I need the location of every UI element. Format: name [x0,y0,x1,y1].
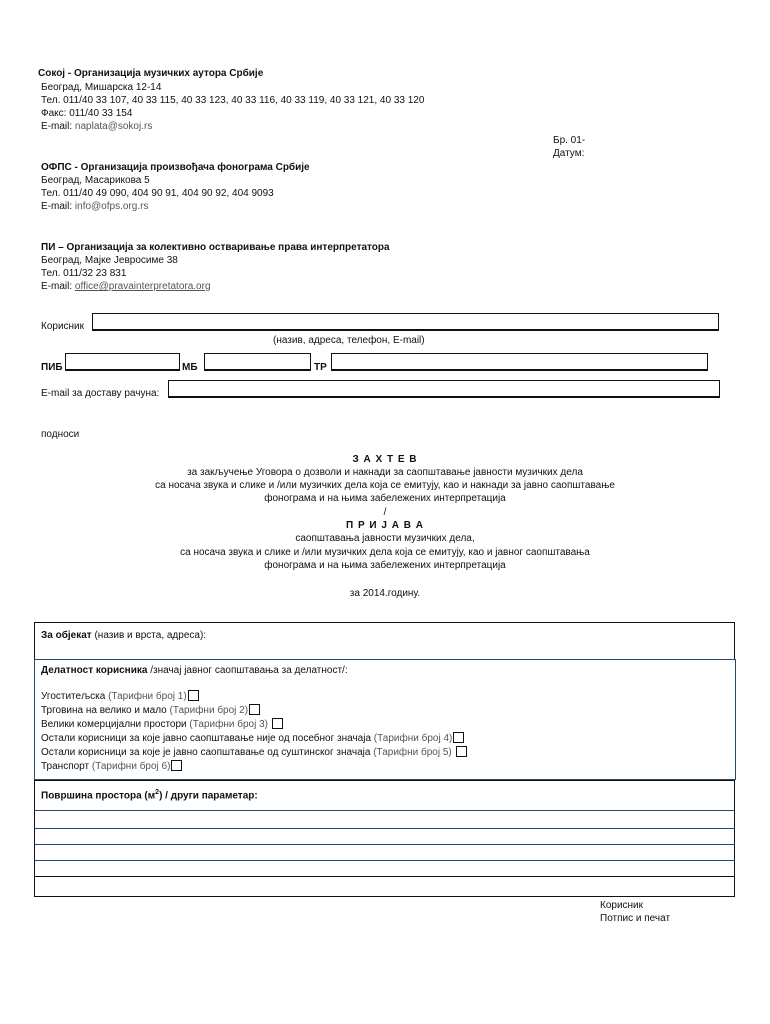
object-label [41,629,206,642]
year-text: за 2014.годину. [349,588,421,599]
prijava-line-3: фонограма и на њима забележених интерпретација [264,560,506,571]
doc-date: Датум: [553,148,585,159]
area-row-line [35,828,735,829]
ofps-address: Београд, Масарикова 5 [41,175,150,186]
tariff-label: (Тарифни број 1) [108,691,187,702]
sokoj-phone: Тел. 011/40 33 107, 40 33 115, 40 33 123, 40 33 116, 40 33 119, 40 33 121, 40 33 120 [41,95,425,106]
pi-phone: Тел. 011/32 23 831 [41,268,127,279]
sokoj-email-label: E-mail: [41,121,73,132]
activity-item-2[interactable] [41,704,260,717]
sokoj-address: Београд, Мишарска 12-14 [41,82,162,93]
pi-title: ПИ – Организација за колективно остваривање права интерпретатора [41,242,390,253]
tariff-label: (Тарифни број 6) [91,761,171,772]
activity-label [41,664,348,677]
slash-separator: / [383,507,387,518]
area-label-a: Површина простора (м [41,790,156,802]
activity-item-6[interactable] [41,760,182,773]
checkbox-5[interactable] [456,746,467,757]
pi-email-link[interactable]: office@pravainterpretatora.org [74,281,211,292]
sokoj-fax: Факс: 011/40 33 154 [41,108,133,119]
checkbox-2[interactable] [249,704,260,715]
zahtev-title: З А Х Т Е В [352,454,418,465]
activity-item-4[interactable] [41,732,464,745]
mb-input[interactable] [204,353,311,371]
prijava-line-1: саопштавања јавности музичких дела, [295,533,475,544]
tr-label: ТР [314,362,327,373]
zahtev-line-1: за закључење Уговора о дозволи и накнади за саопштавање јавности музичких дела [187,467,583,478]
prijava-title: П Р И Ј А В А [346,520,424,531]
area-label-b: ) / други параметар: [159,790,258,802]
doc-number: Бр. 01- [553,135,586,146]
ofps-title: ОФПС - Организација произвођача фонограма Србије [41,162,310,173]
activity-box [34,659,736,780]
object-label-bold: За објекат [41,630,92,641]
activity-label-bold: Делатност корисника [41,665,148,676]
pi-address: Београд, Мајке Јевросиме 38 [41,255,178,266]
tariff-label: (Тарифни број 5) [373,747,452,758]
sokoj-email-row [41,120,152,133]
area-row-line [35,860,735,861]
korisnik-hint: (назив, адреса, телефон, E-mail) [273,335,425,346]
activity-item-label: Велики комерцијални простори [41,719,187,730]
podnosi-text: подноси [41,429,80,440]
sokoj-title: Сокој - Организација музичких аутора Србије [38,68,264,79]
object-box[interactable] [34,622,735,662]
activity-item-label: Транспорт [41,761,90,772]
zahtev-line-3: фонограма и на њима забележених интерпретација [264,493,506,504]
activity-item-label: Остали корисници за које јавно саопштавање није од посебног значаја [41,733,372,744]
checkbox-4[interactable] [453,732,464,743]
korisnik-input[interactable] [92,313,719,331]
activity-item-label: Трговина на велико и мало [41,705,167,716]
pib-label: ПИБ [41,362,63,373]
pi-email-label: E-mail: [41,281,73,292]
area-row-line [35,876,735,877]
tariff-label: (Тарифни број 2) [169,705,249,716]
mb-label: МБ [182,362,198,373]
billing-email-input[interactable] [168,380,720,398]
area-label-sup: 2 [155,789,160,796]
pib-input[interactable] [65,353,180,371]
pi-email-row [41,280,211,293]
tariff-label: (Тарифни број 4) [373,733,453,744]
signature-sign: Потпис и печат [600,913,671,924]
checkbox-3[interactable] [272,718,283,729]
ofps-phone: Тел. 011/40 49 090, 404 90 91, 404 90 92, 404 9093 [41,188,274,199]
signature-user: Корисник [600,900,644,911]
zahtev-line-2: са носача звука и слике и /или музичких дела која се емитују, као и накнади за јавно саопштавање [155,480,615,491]
activity-item-label: Остали корисници за које је јавно саопштавање од суштинског значаја [41,747,371,758]
activity-item-1[interactable] [41,690,199,703]
ofps-email-label: E-mail: [41,201,73,212]
activity-item-3[interactable] [41,718,283,731]
activity-label-rest: /значај јавног саопштавања за делатност/: [147,665,348,676]
area-box[interactable] [34,780,735,897]
object-label-rest: (назив и врста, адреса): [91,630,207,641]
ofps-email-row [41,200,148,213]
area-row-line [35,844,735,845]
billing-email-label: E-mail за доставу рачуна: [41,388,160,399]
tr-input[interactable] [331,353,708,371]
korisnik-label: Корисник [41,321,85,332]
checkbox-1[interactable] [188,690,199,701]
area-label [41,786,258,802]
prijava-line-2: са носача звука и слике и /или музичких дела која се емитују, као и јавног саопштавања [180,547,590,558]
area-row-line [35,810,735,811]
checkbox-6[interactable] [171,760,182,771]
sokoj-email-link[interactable]: naplata@sokoj.rs [74,121,153,132]
activity-item-5[interactable] [41,746,467,759]
activity-item-label: Угоститељска [41,691,106,702]
ofps-email-link[interactable]: info@ofps.org.rs [74,201,149,212]
tariff-label: (Тарифни број 3) [189,719,268,730]
